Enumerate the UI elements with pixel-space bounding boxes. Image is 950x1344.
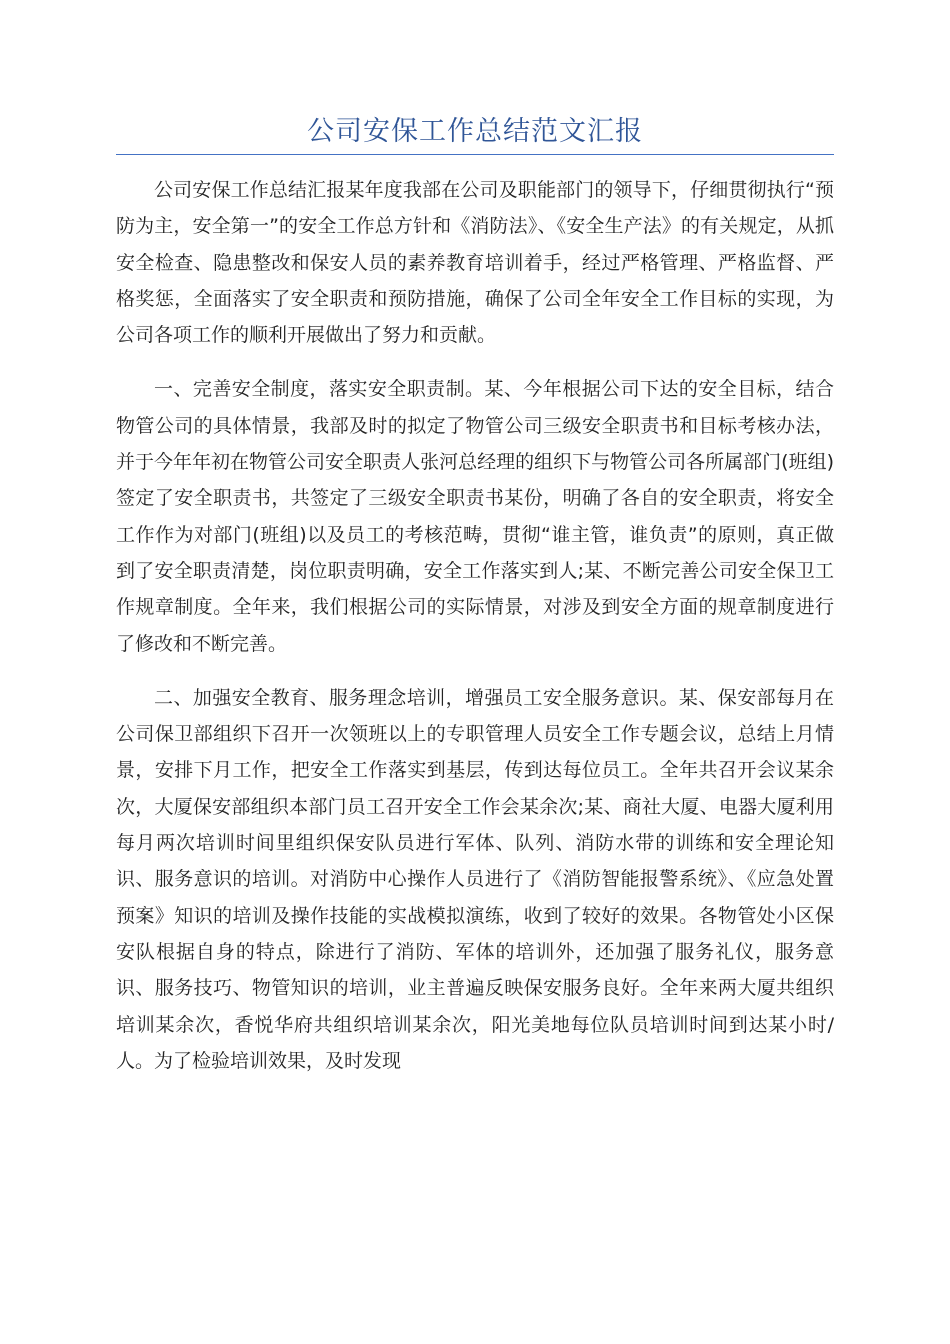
paragraph-section-2: 二、加强安全教育、服务理念培训，增强员工安全服务意识。某、保安部每月在公司保卫部组织下召开一次领班以上的专职管理人员安全工作专题会议，总结上月情景，安排下月工作，把安全工作落实到基层，传到达每位员工。全年共召开会议某余次，大厦保安部组织本部门员工召开安全工作会某余次;某、商社大厦、电器大厦利用每月两次培训时间里组织保安队员进行军体、队列、消防水带的训练和安全理论知识、服务意识的培训。对消防中心操作人员进行了《消防智能报警系统》、《应急处置预案》知识的培训及操作技能的实战模拟演练，收到了较好的效果。各物管处小区保安队根据自身的特点，除进行了消防、军体的培训外，还加强了服务礼仪，服务意识、服务技巧、物管知识的培训，业主普遍反映保安服务良好。全年来两大厦共组织培训某余次，香悦华府共组织培训某余次，阳光美地每位队员培训时间到达某小时/人。为了检验培训效果，及时发现 (116, 686, 834, 1072)
title-underline (116, 154, 834, 155)
paragraph-intro: 公司安保工作总结汇报某年度我部在公司及职能部门的领导下，仔细贯彻执行“预防为主，安全第一”的安全工作总方针和《消防法》、《安全生产法》的有关规定，从抓安全检查、隐患整改和保安人员的素养教育培训着手，经过严格管理、严格监督、严格奖惩，全面落实了安全职责和预防措施，确保了公司全年安全工作目标的实现，为公司各项工作的顺利开展做出了努力和贡献。 (116, 179, 834, 347)
document-body (116, 172, 834, 1097)
paragraph-section-1: 一、完善安全制度，落实安全职责制。某、今年根据公司下达的安全目标，结合物管公司的具体情景，我部及时的拟定了物管公司三级安全职责书和目标考核办法，并于今年年初在物管公司安全职责人张河总经理的组织下与物管公司各所属部门(班组)签定了安全职责书，共签定了三级安全职责书某份，明确了各自的安全职责，将安全工作作为对部门(班组)以及员工的考核范畴，贯彻“谁主管，谁负责”的原则，真正做到了安全职责清楚，岗位职责明确，安全工作落实到人;某、不断完善公司安全保卫工作规章制度。全年来，我们根据公司的实际情景，对涉及到安全方面的规章制度进行了修改和不断完善。 (116, 378, 834, 655)
document-title: 公司安保工作总结范文汇报 (307, 116, 643, 147)
